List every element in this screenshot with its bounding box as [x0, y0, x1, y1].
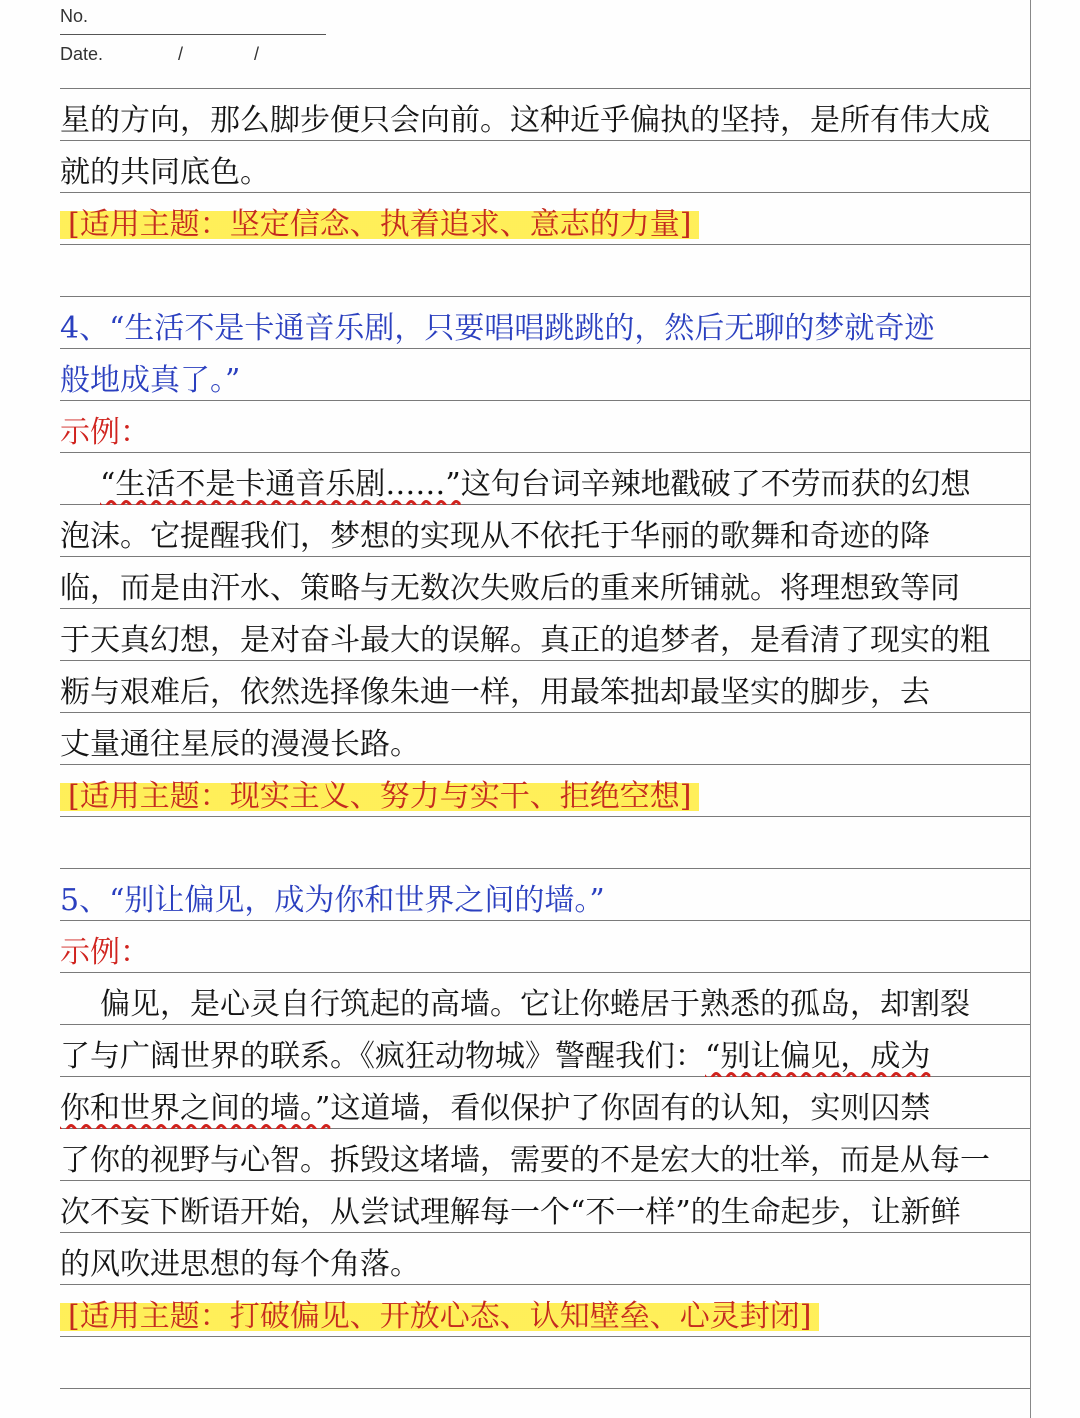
- no-underline: [60, 34, 326, 35]
- underlined-quote: 你和世界之间的墙。”: [60, 1091, 331, 1126]
- theme-tag: [适用主题：现实主义、努力与实干、拒绝空想]: [60, 777, 699, 817]
- theme-tag: [适用主题：打破偏见、开放心态、认知壁垒、心灵封闭]: [60, 1297, 819, 1337]
- date-slash-2: /: [254, 44, 260, 64]
- paragraph-line: 的风吹进思想的每个角落。: [60, 1247, 420, 1282]
- paragraph-line: 泡沫。它提醒我们，梦想的实现从不依托于华丽的歌舞和奇迹的降: [60, 519, 930, 554]
- paragraph-line: [60, 465, 1066, 505]
- quote-heading: 般地成真了。”: [60, 363, 241, 398]
- paragraph-text: 这句台词辛辣地戳破了不劳而获的幻想: [460, 467, 971, 502]
- theme-tag: [适用主题：坚定信念、执着追求、意志的力量]: [60, 205, 699, 245]
- paragraph-line: 临，而是由汗水、策略与无数次失败后的重来所铺就。将理想致等同: [60, 571, 960, 606]
- paragraph-line: 粝与艰难后，依然选择像朱迪一样，用最笨拙却最坚实的脚步，去: [60, 675, 930, 710]
- paragraph-line: 星的方向，那么脚步便只会向前。这种近乎偏执的坚持，是所有伟大成: [60, 103, 990, 138]
- quote-heading: 5、“别让偏见，成为你和世界之间的墙。”: [60, 883, 605, 918]
- underlined-quote: “别让偏见，成为: [705, 1039, 931, 1074]
- example-label: 示例：: [60, 415, 150, 450]
- ruled-line: [60, 296, 1030, 297]
- quote-heading: 4、“生活不是卡通音乐剧，只要唱唱跳跳的，然后无聊的梦就奇迹: [60, 311, 935, 346]
- paragraph-text: 了与广阔世界的联系。《疯狂动物城》警醒我们：: [60, 1039, 705, 1074]
- paragraph-line: [60, 1037, 1026, 1077]
- paragraph-line: 偏见，是心灵自行筑起的高墙。它让你蜷居于熟悉的孤岛，却割裂: [100, 987, 970, 1022]
- theme-line: [60, 205, 1026, 245]
- underlined-quote: “生活不是卡通音乐剧……”: [100, 467, 461, 502]
- paragraph-line: 次不妄下断语开始，从尝试理解每一个“不一样”的生命起步，让新鲜: [60, 1195, 961, 1230]
- ruled-line: [60, 1388, 1030, 1389]
- paragraph-line: 了你的视野与心智。拆毁这堵墙，需要的不是宏大的壮举，而是从每一: [60, 1143, 990, 1178]
- theme-line: [60, 1297, 1026, 1337]
- ruled-line: [60, 88, 1030, 89]
- no-label: No.: [60, 6, 89, 26]
- date-label: Date.: [60, 44, 104, 64]
- date-slash-1: /: [178, 44, 184, 64]
- example-label: 示例：: [60, 935, 150, 970]
- paragraph-line: 丈量通往星辰的漫漫长路。: [60, 727, 420, 762]
- paragraph-line: 就的共同底色。: [60, 155, 270, 190]
- theme-line: [60, 777, 1026, 817]
- paragraph-line: [60, 1089, 1026, 1129]
- right-margin-rule: [1030, 0, 1031, 1418]
- paragraph-text: 这道墙，看似保护了你固有的认知，实则囚禁: [330, 1091, 931, 1126]
- paragraph-line: 于天真幻想，是对奋斗最大的误解。真正的追梦者，是看清了现实的粗: [60, 623, 990, 658]
- ruled-line: [60, 868, 1030, 869]
